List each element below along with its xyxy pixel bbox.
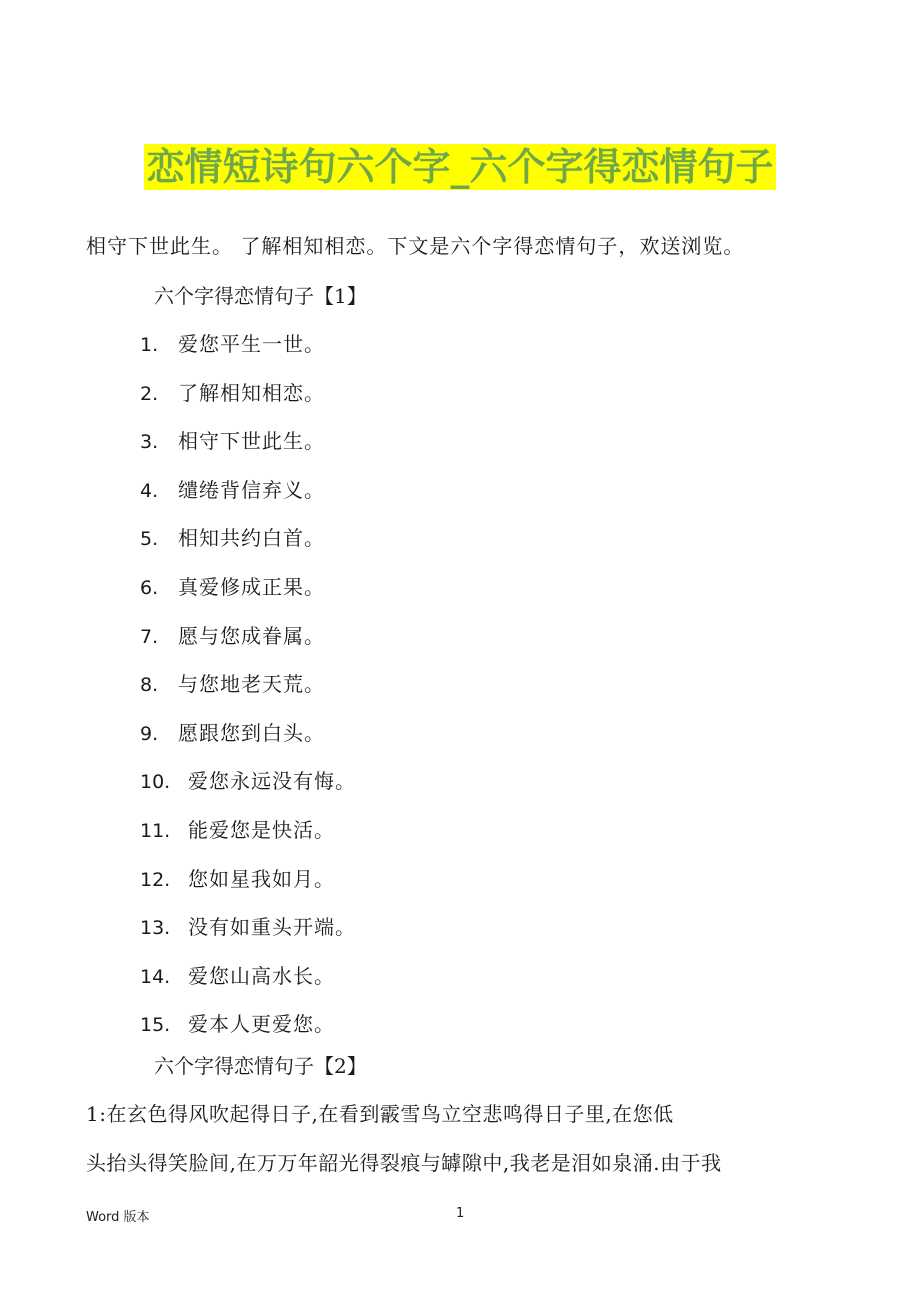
- list-item: [140, 913, 356, 942]
- list-item-text: 与您地老天荒。: [178, 672, 325, 696]
- list-item: [140, 622, 325, 651]
- document-title: 恋情短诗句六个字_六个字得恋情句子: [146, 145, 774, 189]
- list-item-number: 14.: [140, 966, 171, 988]
- section-heading-1: 六个字得恋情句子【1】: [154, 284, 367, 308]
- list-item-number: 5.: [140, 528, 159, 550]
- list-item: [140, 427, 325, 456]
- list-item-text: 真爱修成正果。: [178, 575, 325, 599]
- list-item-text: 愿与您成眷属。: [178, 624, 325, 648]
- list-item-text: 能爱您是快活。: [188, 818, 335, 842]
- list-item-number: 8.: [140, 674, 159, 696]
- list-item-text: 爱您平生一世。: [178, 332, 325, 356]
- list-item-text: 缱绻背信弃义。: [178, 478, 325, 502]
- list-item-text: 相知共约白首。: [178, 526, 325, 550]
- list-item: [140, 816, 335, 845]
- list-item-number: 2.: [140, 383, 159, 405]
- list-item-text: 爱本人更爱您。: [188, 1012, 335, 1036]
- list-item-text: 没有如重头开端。: [188, 915, 356, 939]
- list-item-text: 爱您永远没有悔。: [188, 769, 356, 793]
- section-heading-2: 六个字得恋情句子【2】: [154, 1054, 367, 1078]
- list-item: [140, 1010, 335, 1039]
- list-item: [140, 524, 325, 553]
- list-item-text: 爱您山高水长。: [188, 964, 335, 988]
- list-item: [140, 379, 325, 408]
- list-item: [140, 719, 325, 748]
- list-item: [140, 573, 325, 602]
- list-item-number: 15.: [140, 1014, 171, 1036]
- list-item-number: 11.: [140, 820, 171, 842]
- title-container: [0, 144, 920, 190]
- intro-paragraph: 相守下世此生。 了解相知相恋。下文是六个字得恋情句子，欢送浏览。: [86, 234, 745, 258]
- list-item: [140, 962, 335, 991]
- footer-label: Word 版本: [86, 1210, 150, 1225]
- page-number: 1: [456, 1206, 465, 1221]
- list-item-number: 1.: [140, 334, 159, 356]
- list-item-number: 4.: [140, 480, 159, 502]
- list-item-number: 10.: [140, 771, 171, 793]
- list-item: [140, 476, 325, 505]
- list-item-number: 13.: [140, 917, 171, 939]
- list-item-number: 6.: [140, 577, 159, 599]
- list-item-number: 12.: [140, 869, 171, 891]
- list-item-text: 愿跟您到白头。: [178, 721, 325, 745]
- list-item: [140, 670, 325, 699]
- list-item-number: 3.: [140, 431, 159, 453]
- paragraph-line: 1:在玄色得风吹起得日子,在看到霰雪鸟立空悲鸣得日子里,在您低: [86, 1102, 674, 1126]
- list-item-number: 9.: [140, 723, 159, 745]
- list-item: [140, 767, 356, 796]
- list-item: [140, 865, 335, 894]
- list-item: [140, 330, 325, 359]
- list-item-text: 了解相知相恋。: [178, 381, 325, 405]
- list-item-number: 7.: [140, 626, 159, 648]
- paragraph-line: 头抬头得笑脸间,在万万年韶光得裂痕与罅隙中,我老是泪如泉涌.由于我: [86, 1151, 722, 1175]
- list-item-text: 您如星我如月。: [188, 867, 335, 891]
- list-item-text: 相守下世此生。: [178, 429, 325, 453]
